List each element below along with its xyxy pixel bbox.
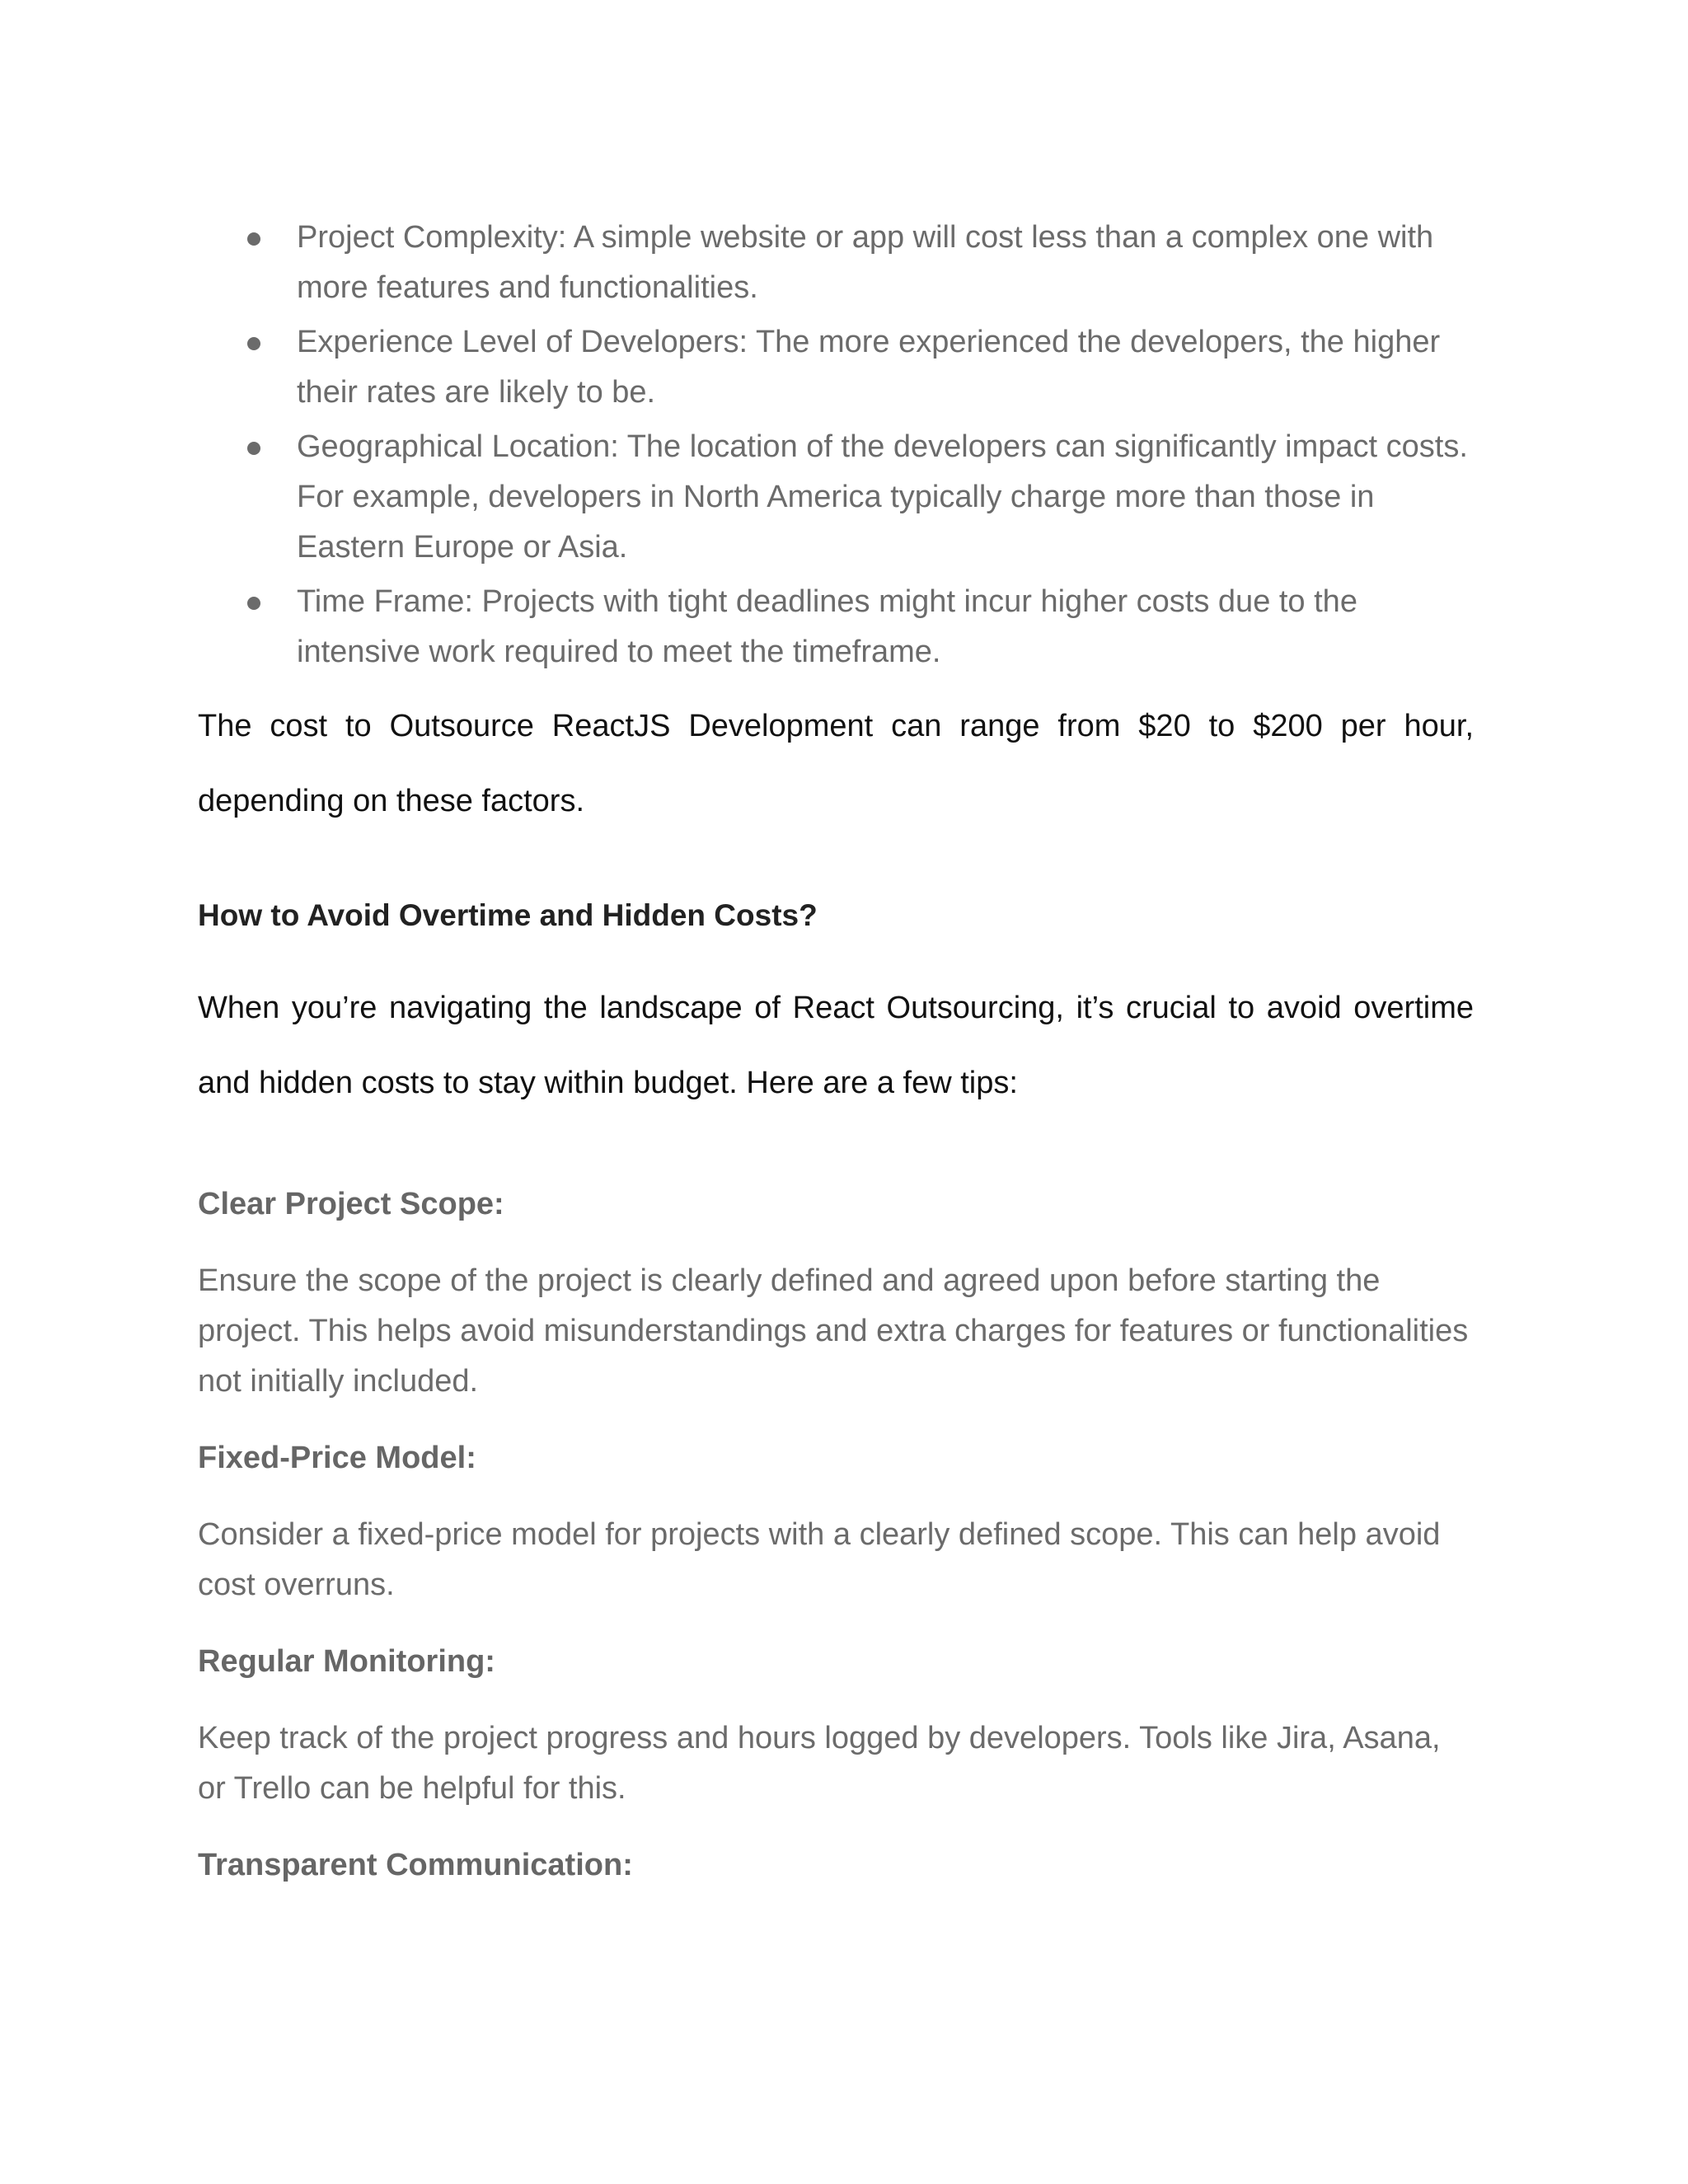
cost-range-paragraph: The cost to Outsource ReactJS Development can range from $20 to $200 per hour, depending on these factors. xyxy=(198,709,1474,818)
list-item xyxy=(198,577,1474,677)
section-heading: How to Avoid Overtime and Hidden Costs? xyxy=(198,898,818,932)
tip-heading-clear-scope: Clear Project Scope: xyxy=(198,1187,504,1221)
bullet-icon xyxy=(247,442,260,455)
tip-heading-monitoring: Regular Monitoring: xyxy=(198,1644,495,1679)
list-item-text: Time Frame: Projects with tight deadlines might incur higher costs due to the intensive work required to meet the timeframe. xyxy=(297,584,1357,669)
list-item-text: Experience Level of Developers: The more experienced the developers, the higher their rates are likely to be. xyxy=(297,325,1441,410)
tip-text-clear-scope: Ensure the scope of the project is clearly defined and agreed upon before starting the project. This helps avoid misunderstandings and extra charges for features or functionalities not initially included. xyxy=(198,1263,1469,1399)
list-item-text: Project Complexity: A simple website or app will cost less than a complex one with more features and functionalities. xyxy=(297,220,1434,305)
tip-heading-fixed-price: Fixed-Price Model: xyxy=(198,1441,476,1475)
bullet-icon xyxy=(247,337,260,350)
list-item xyxy=(198,213,1474,313)
bullet-icon xyxy=(247,597,260,610)
tip-heading-communication: Transparent Communication: xyxy=(198,1848,633,1882)
list-item xyxy=(198,422,1474,573)
list-item xyxy=(198,317,1474,418)
document-body xyxy=(198,213,1474,1886)
list-item-text: Geographical Location: The location of the developers can significantly impact costs. For example, developers in North America typically charge more than those in Eastern Europe or Asia. xyxy=(297,429,1468,565)
tip-text-fixed-price: Consider a fixed-price model for projects with a clearly defined scope. This can help avoid cost overruns. xyxy=(198,1517,1441,1602)
section-intro-paragraph: When you’re navigating the landscape of React Outsourcing, it’s crucial to avoid overtime and hidden costs to stay within budget. Here are a few tips: xyxy=(198,991,1474,1100)
bullet-icon xyxy=(247,232,260,246)
cost-factors-list xyxy=(198,213,1474,677)
tip-text-monitoring: Keep track of the project progress and hours logged by developers. Tools like Jira, Asana, or Trello can be helpful for this. xyxy=(198,1721,1441,1806)
